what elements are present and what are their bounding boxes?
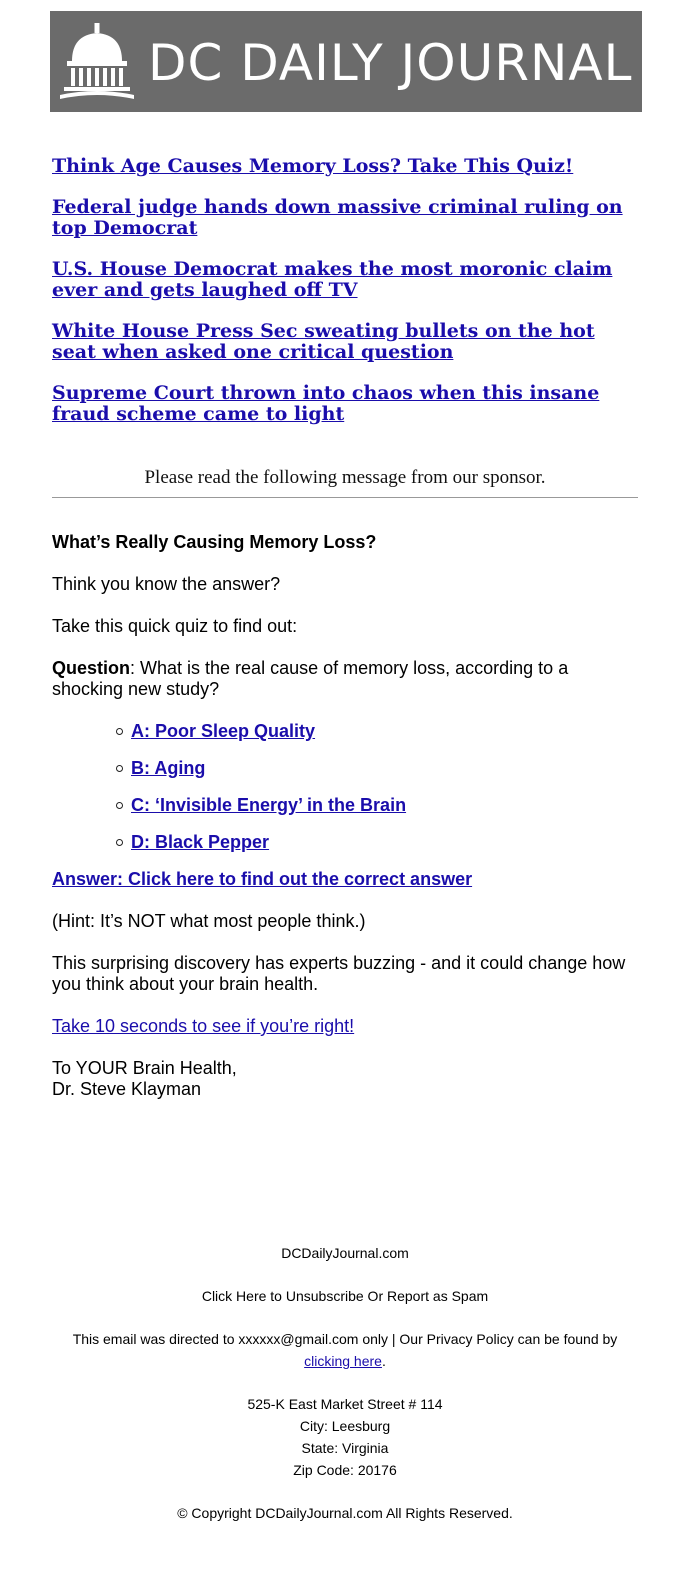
answer-link[interactable]: Answer: Click here to find out the correct answer xyxy=(52,869,473,889)
directed-text: This email was directed to xxxxxx@gmail.com only | Our Privacy Policy can be found by xyxy=(72,1331,618,1347)
quiz-option-link[interactable]: C: ‘Invisible Energy’ in the Brain xyxy=(131,795,407,815)
ad-cta-intro: Take this quick quiz to find out: xyxy=(52,616,298,636)
quiz-option-link[interactable]: A: Poor Sleep Quality xyxy=(131,721,316,741)
headline-link[interactable]: White House Press Sec sweating bullets on the hot seat when asked one critical question xyxy=(52,320,595,363)
discovery-text: This surprising discovery has experts buzzing - and it could change how you think about your brain health. xyxy=(52,953,626,994)
mailing-address xyxy=(52,1393,638,1481)
question-text: : What is the real cause of memory loss, according to a shocking new study? xyxy=(52,658,569,699)
copyright: © Copyright DCDailyJournal.com All Rights Reserved. xyxy=(177,1505,513,1521)
hint-text: (Hint: It’s NOT what most people think.) xyxy=(52,911,366,931)
quiz-option-link[interactable]: B: Aging xyxy=(131,758,206,778)
address-city: City: Leesburg xyxy=(299,1418,391,1434)
signature: Dr. Steve Klayman xyxy=(52,1079,202,1099)
headline-link[interactable]: U.S. House Democrat makes the most moronic claim ever and gets laughed off TV xyxy=(52,258,613,301)
unsubscribe-link[interactable]: Click Here to Unsubscribe Or Report as Spam xyxy=(201,1288,489,1304)
ad-intro: Think you know the answer? xyxy=(52,574,281,594)
address-zip: Zip Code: 20176 xyxy=(293,1462,397,1478)
quiz-option xyxy=(116,758,642,779)
circle-bullet-icon xyxy=(116,765,123,772)
brand-name: DC DAILY JOURNAL xyxy=(148,34,633,92)
divider xyxy=(52,497,638,498)
headline-link[interactable]: Supreme Court thrown into chaos when this insane fraud scheme came to light xyxy=(52,382,600,425)
circle-bullet-icon xyxy=(116,802,123,809)
question-label: Question xyxy=(52,658,131,678)
quiz-option xyxy=(116,721,642,742)
quiz-option xyxy=(116,832,642,853)
headline-link[interactable]: Think Age Causes Memory Loss? Take This Quiz! xyxy=(52,155,574,177)
circle-bullet-icon xyxy=(116,839,123,846)
privacy-policy-link[interactable]: clicking here xyxy=(304,1353,382,1369)
address-state: State: Virginia xyxy=(301,1440,389,1456)
headline-link[interactable]: Federal judge hands down massive criminal ruling on top Democrat xyxy=(52,196,623,239)
ad-title: What’s Really Causing Memory Loss? xyxy=(52,532,377,552)
quiz-options xyxy=(52,721,642,853)
quiz-option xyxy=(116,795,642,816)
directed-notice xyxy=(52,1328,638,1372)
take-ten-seconds-link[interactable]: Take 10 seconds to see if you’re right! xyxy=(52,1016,355,1036)
headline-list xyxy=(52,156,642,445)
capitol-dome-icon xyxy=(58,21,136,103)
ad-body xyxy=(52,532,642,1121)
footer-site: DCDailyJournal.com xyxy=(281,1245,409,1261)
header-banner[interactable] xyxy=(50,11,642,112)
sponsor-note: Please read the following message from our sponsor. xyxy=(144,467,546,488)
circle-bullet-icon xyxy=(116,728,123,735)
footer xyxy=(52,1242,638,1545)
address-street: 525-K East Market Street # 114 xyxy=(247,1396,443,1412)
quiz-question xyxy=(52,658,642,700)
signoff: To YOUR Brain Health, xyxy=(52,1058,237,1078)
quiz-option-link[interactable]: D: Black Pepper xyxy=(131,832,270,852)
privacy-suffix: . xyxy=(381,1353,386,1369)
